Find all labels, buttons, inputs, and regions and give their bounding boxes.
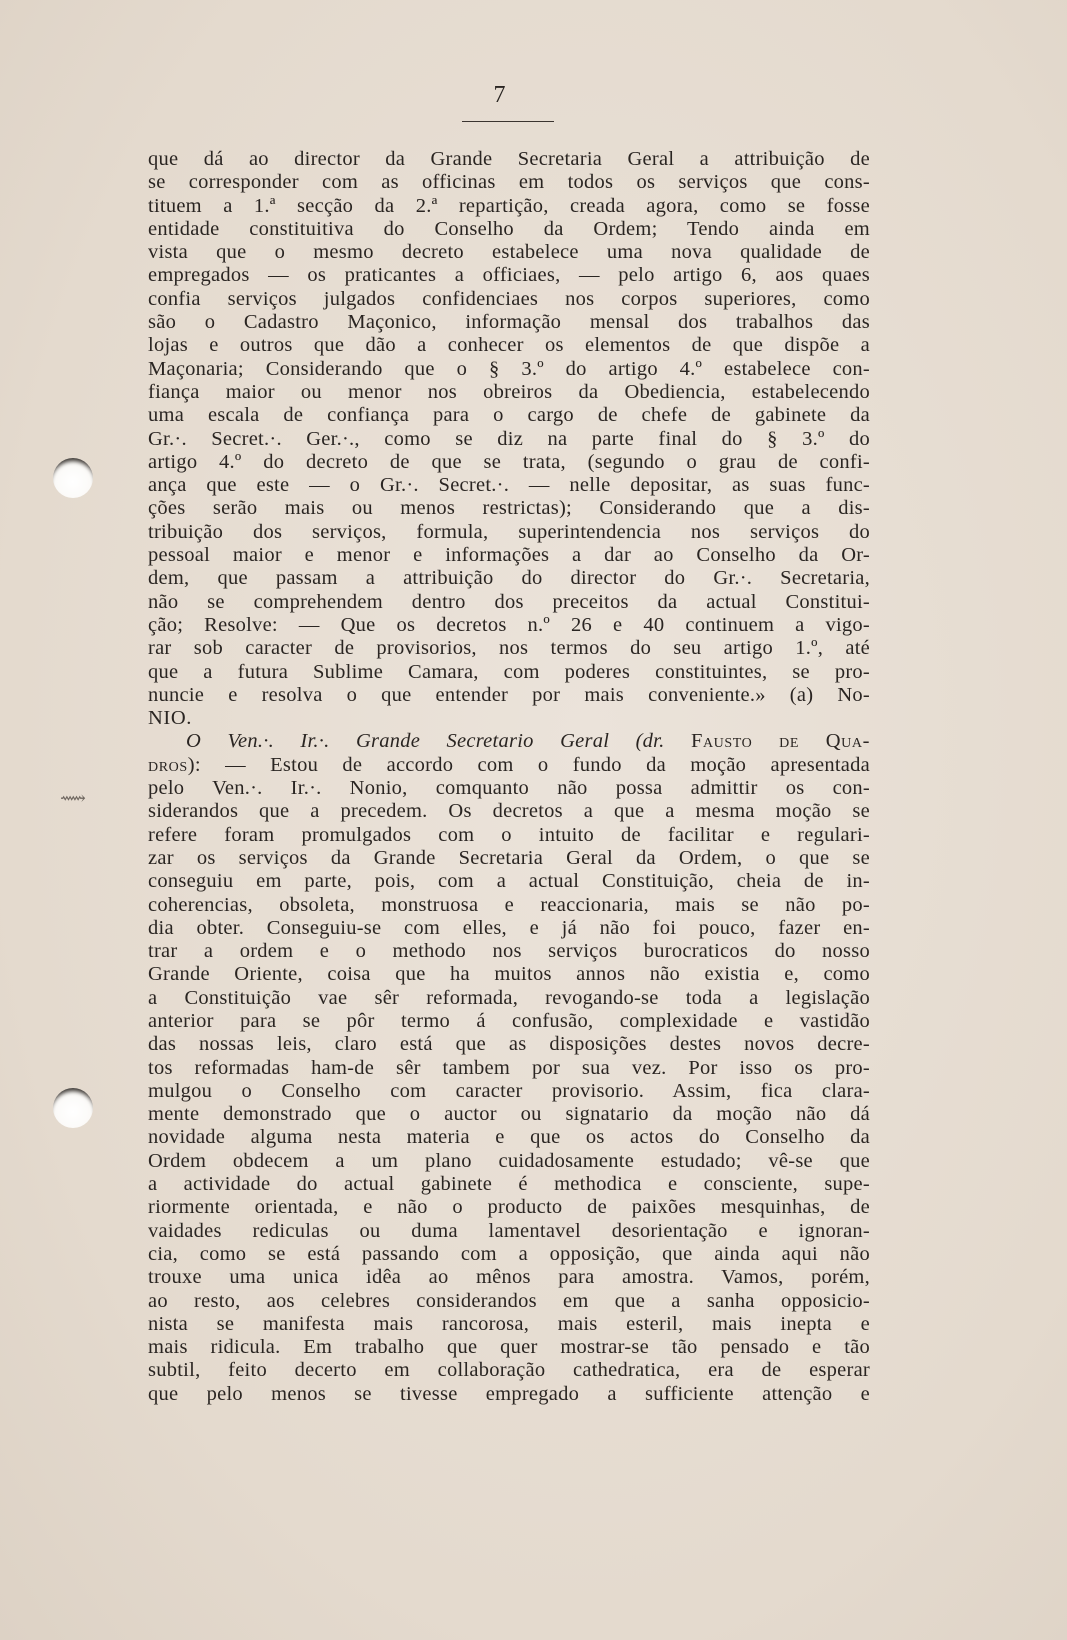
text-line: mais ridicula. Em trabalho que quer mostrar-se tão pensado e tão — [148, 1336, 870, 1359]
text-line: ções serão mais ou menos restrictas); Considerando que a dis- — [148, 497, 870, 520]
text-line: trouxe uma unica idêa ao mênos para amostra. Vamos, porém, — [148, 1266, 870, 1289]
text-line: anterior para se pôr termo á confusão, complexidade e vastidão — [148, 1009, 870, 1032]
text-line: uma escala de confiança para o cargo de chefe de gabinete da — [148, 404, 870, 427]
text-line: nista se manifesta mais rancorosa, mais esteril, mais inepta e — [148, 1312, 870, 1335]
speaker-name: Fausto de Qua- — [690, 730, 871, 753]
text-line: trar a ordem e o methodo nos serviços burocraticos do nosso — [148, 940, 870, 963]
text-line: ao resto, aos celebres considerandos em que a sanha opposicio- — [148, 1289, 870, 1312]
signature-line — [148, 707, 870, 730]
text-line: ança que este — o Gr.·. Secret.·. — nelle depositar, as suas func- — [148, 474, 870, 497]
pencil-mark-icon: ⟿ — [60, 788, 86, 808]
text-line: tos reformadas ham-de sêr tambem por sua vez. Por isso os pro- — [148, 1056, 870, 1079]
text-line: vista que o mesmo decreto estabelece uma nova qualidade de — [148, 241, 870, 264]
motion-text-block — [148, 148, 870, 707]
signature: NIO. — [148, 707, 192, 730]
text-line: fiança maior ou menor nos obreiros da Obediencia, estabelecendo — [148, 380, 870, 403]
text-line: novidade alguma nesta materia e que os actos do Conselho da — [148, 1126, 870, 1149]
text-line: Grande Oriente, coisa que ha muitos annos não existia e, como — [148, 963, 870, 986]
text-line: mente demonstrado que o auctor ou signatario da moção não dá — [148, 1103, 870, 1126]
text-line: que a futura Sublime Camara, com poderes constituintes, se pro- — [148, 660, 870, 683]
text-line: vaidades rediculas ou duma lamentavel desorientação e ignoran- — [148, 1219, 870, 1242]
text-line: siderandos que a precedem. Os decretos a que a mesma moção se — [148, 800, 870, 823]
text-line: não se comprehendem dentro dos preceitos da actual Constitui- — [148, 590, 870, 613]
text-line: Ordem obdecem a um plano cuidadosamente estudado; vê-se que — [148, 1149, 870, 1172]
punch-hole-icon — [53, 1088, 93, 1128]
text-line: riormente orientada, e não o producto de paixões mesquinhas, de — [148, 1196, 870, 1219]
speech-opening: ): — Estou de accordo com o fundo da moção apresentada — [187, 753, 870, 776]
text-line: subtil, feito decerto em collaboração cathedratica, era de esperar — [148, 1359, 870, 1382]
speaker-title: O Ven.·. Ir.·. Grande Secretario Geral (dr. — [186, 730, 665, 753]
speaker-name-continued: dros — [148, 753, 188, 776]
text-line: mulgou o Conselho com caracter provisorio. Assim, fica clara- — [148, 1079, 870, 1102]
text-line: se corresponder com as officinas em todos os serviços que cons- — [148, 171, 870, 194]
text-line: rar sob caracter de provisorios, nos termos do seu artigo 1.º, até — [148, 637, 870, 660]
text-line: a Constituição vae sêr reformada, revogando-se toda a legislação — [148, 986, 870, 1009]
text-line: dem, que passam a attribuição do director do Gr.·. Secretaria, — [148, 567, 870, 590]
text-line: nuncie e resolva o que entender por mais conveniente.» (a) No- — [148, 683, 870, 706]
text-line: a actividade do actual gabinete é methodica e consciente, supe- — [148, 1173, 870, 1196]
text-line: tribuição dos serviços, formula, superintendencia nos serviços do — [148, 520, 870, 543]
page-number: 7 — [493, 82, 507, 108]
text-line: cia, como se está passando com a opposição, que ainda aqui não — [148, 1242, 870, 1265]
speaker-line-continued — [148, 754, 870, 777]
text-line: que pelo menos se tivesse empregado a sufficiente attenção e — [148, 1382, 870, 1405]
text-line: ção; Resolve: — Que os decretos n.º 26 e 40 continuem a vigo- — [148, 613, 870, 636]
text-line: pessoal maior e menor e informações a dar ao Conselho da Or- — [148, 544, 870, 567]
text-line: pelo Ven.·. Ir.·. Nonio, comquanto não possa admittir os con- — [148, 777, 870, 800]
text-line: empregados — os praticantes a officiaes, — pelo artigo 6, aos quaes — [148, 264, 870, 287]
text-line: dia obter. Conseguiu-se com elles, e já não foi pouco, fazer en- — [148, 916, 870, 939]
text-line: confia serviços julgados confidenciaes nos corpos superiores, como — [148, 287, 870, 310]
text-line: Maçonaria; Considerando que o § 3.º do artigo 4.º estabelece con- — [148, 357, 870, 380]
text-line: Gr.·. Secret.·. Ger.·., como se diz na parte final do § 3.º do — [148, 427, 870, 450]
punch-hole-icon — [53, 458, 93, 498]
text-line: que dá ao director da Grande Secretaria Geral a attribuição de — [148, 148, 870, 170]
text-line: lojas e outros que dão a conhecer os elementos de que dispõe a — [148, 334, 870, 357]
text-line: entidade constituitiva do Conselho da Ordem; Tendo ainda em — [148, 217, 870, 240]
text-line: das nossas leis, claro está que as disposições destes novos decre- — [148, 1033, 870, 1056]
text-line: conseguiu em parte, pois, com a actual Constituição, cheia de in- — [148, 870, 870, 893]
text-line: são o Cadastro Maçonico, informação mensal dos trabalhos das — [148, 311, 870, 334]
text-line: coherencias, obsoleta, monstruosa e reaccionaria, mais se não po- — [148, 893, 870, 916]
speaker-line — [148, 730, 870, 753]
header-rule — [462, 121, 554, 122]
text-line: artigo 4.º do decreto de que se trata, (segundo o grau de confi- — [148, 450, 870, 473]
text-line: tituem a 1.ª secção da 2.ª repartição, creada agora, como se fosse — [148, 194, 870, 217]
body-text — [148, 148, 870, 1406]
text-line: zar os serviços da Grande Secretaria Geral da Ordem, o que se — [148, 846, 870, 869]
speech-text-block — [148, 777, 870, 1406]
text-line: refere foram promulgados com o intuito de facilitar e regulari- — [148, 823, 870, 846]
